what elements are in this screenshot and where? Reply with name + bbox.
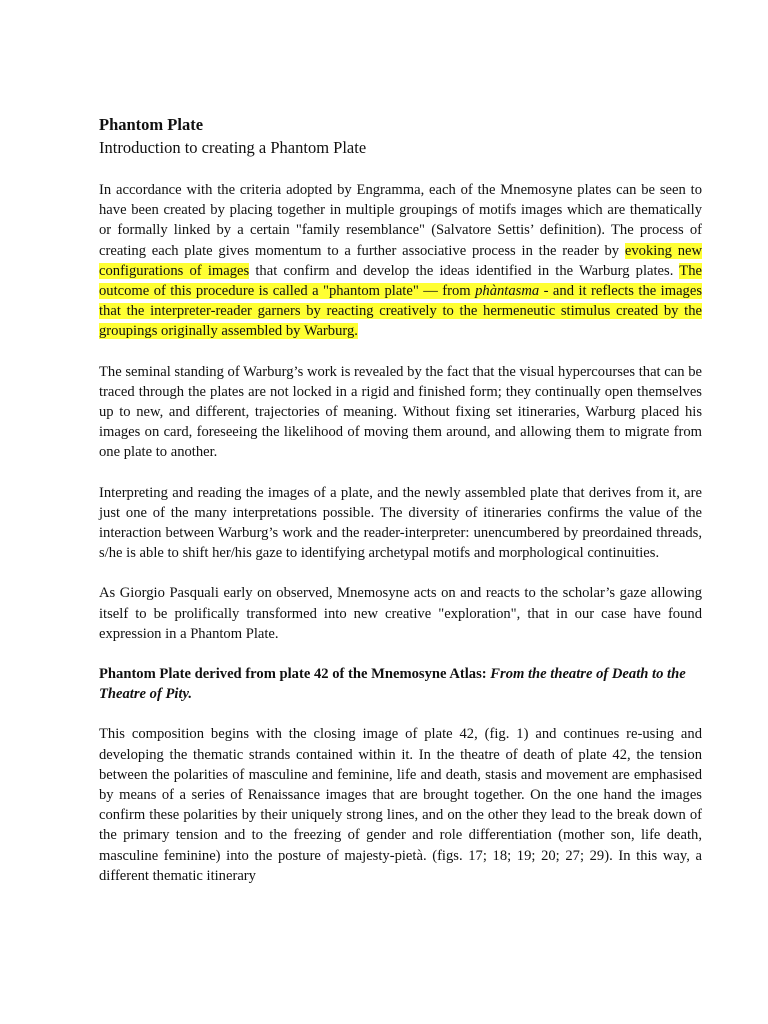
section-heading-italic: From the theatre of Death to the Theatre of Pity. [99, 666, 686, 703]
paragraph-intro-text-2: that confirm and develop the ideas identified in the Warburg plates. [249, 262, 680, 279]
section-heading [99, 664, 702, 704]
paragraph-intro-text: In accordance with the criteria adopted by Engramma, each of the Mnemosyne plates can be seen to have been created by placing together in multiple groupings of motifs images which are thematically or formally linked by a certain "family resemblance" (Salvatore Settis’ definition). The process of creating each plate gives momentum to a further associative process in the reader by [99, 182, 702, 259]
paragraph-pasquali: As Giorgio Pasquali early on observed, Mnemosyne acts on and reacts to the scholar’s gaze allowing itself to be prolifically transformed into new creative "exploration", that in our case have found expression in a Phantom Plate. [99, 585, 702, 642]
highlight-phantom-plate-text: The outcome of this procedure is called a "phantom plate" — from [99, 262, 702, 300]
paragraph-interpreting: Interpreting and reading the images of a plate, and the newly assembled plate that derives from it, are just one of the many interpretations possible. The diversity of itineraries confirms the value of the interaction between Warburg’s work and the reader-interpreter: unencumbered by preordained threads, s/he is able to shift her/his gaze to identifying archetypal motifs and morphological continuities. [99, 484, 702, 562]
document-subtitle: Introduction to creating a Phantom Plate [99, 138, 367, 157]
paragraph-seminal: The seminal standing of Warburg’s work is revealed by the fact that the visual hypercourses that can be traced through the plates are not locked in a rigid and finished form; they continually open themselves up to new, and different, trajectories of meaning. Without fixing set itineraries, Warburg placed his images on card, foreseeing the likelihood of moving them around, and allowing them to migrate from one plate to another. [99, 363, 702, 461]
document-title: Phantom Plate [99, 115, 204, 134]
document-page [99, 114, 702, 886]
highlight-phantasma-italic: phàntasma - [475, 283, 549, 300]
section-heading-bold: Phantom Plate derived from plate 42 of the Mnemosyne Atlas: [99, 666, 491, 683]
highlight-period: . [354, 323, 358, 340]
paragraph-composition: This composition begins with the closing image of plate 42, (fig. 1) and continues re-using and developing the thematic strands contained within it. In the theatre of death of plate 42, the tension between the polarities of masculine and feminine, life and death, stasis and movement are emphasised by means of a series of Renaissance images that are brought together. On the one hand the images confirm these polarities by their uniquely strong lines, and on the other they lead to the break down of the primary tension and to the freezing of gender and role differentiation (mother son, life death, masculine feminine) into the posture of majesty-pietà. (figs. 17; 18; 19; 20; 27; 29). In this way, a different thematic itinerary [99, 726, 702, 884]
highlight-phantom-plate-text-2: and it reflects the images that the interpreter-reader garners by reacting creatively to the hermeneutic stimulus created by the groupings originally assembled by Warburg [99, 283, 703, 340]
highlight-evoking: evoking new configurations of images [99, 242, 703, 279]
paragraph-intro [99, 180, 702, 342]
